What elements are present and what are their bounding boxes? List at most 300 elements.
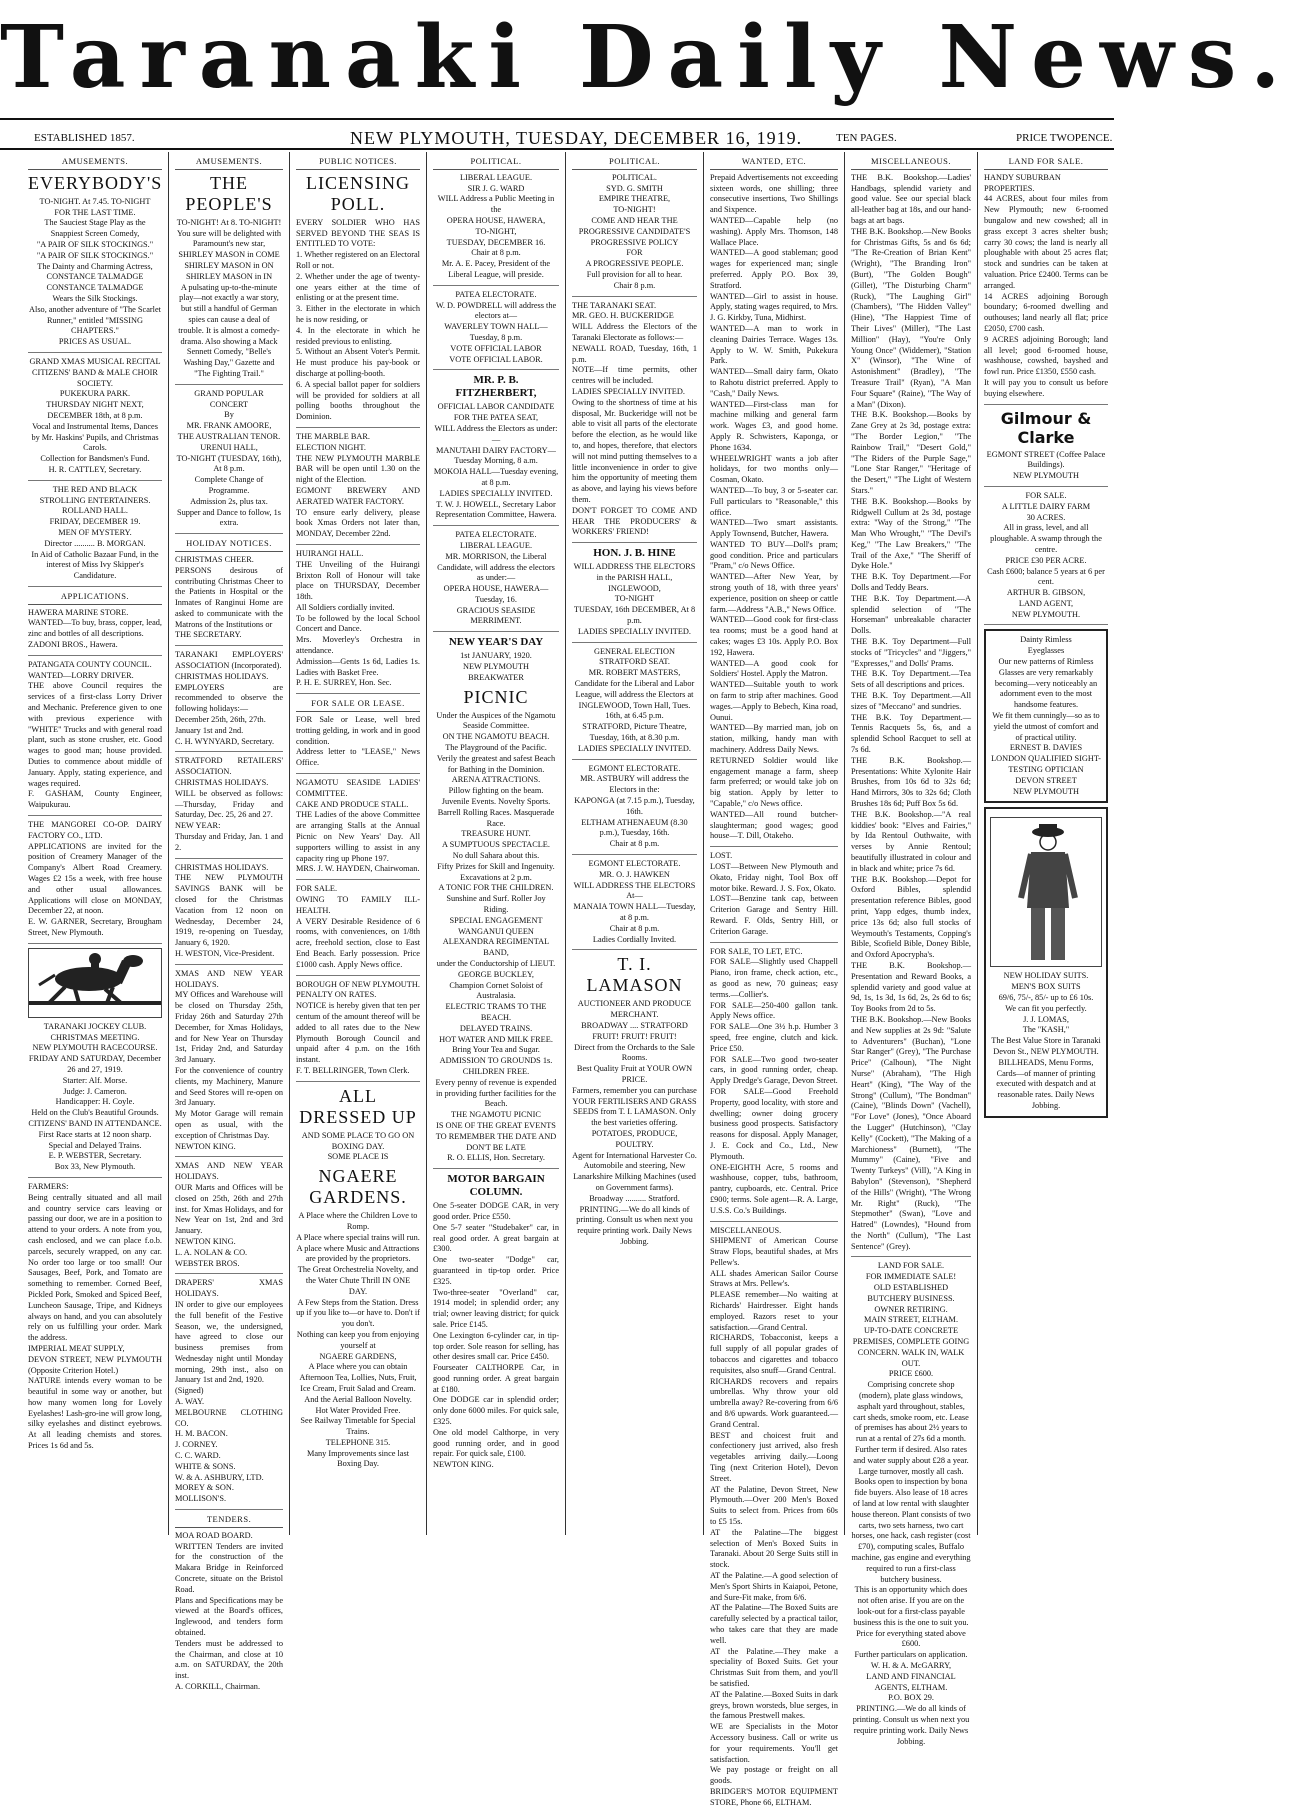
text-line: LADIES SPECIALLY INVITED. xyxy=(572,386,685,396)
text-line: H. M. BACON. xyxy=(175,1429,228,1439)
text-line: Two-three-seater "Overland" car, 1914 model; in splendid order; any trial; owner leaving district; for quick sale. Price £145. xyxy=(433,1287,559,1329)
text-line: MR. FRANK AMOORE, xyxy=(186,421,272,431)
text-line: P.O. BOX 29. xyxy=(888,1693,934,1703)
text-line: DEVON STREET xyxy=(1015,775,1077,785)
ad-lines xyxy=(175,1531,283,1693)
ad-concert xyxy=(175,389,283,534)
text-line: Many Improvements since last Boxing Day. xyxy=(306,1448,410,1469)
text-line: 69/6, 75/-, 85/- up to £6 10s. xyxy=(998,993,1094,1003)
text-line: TELEPHONE 315. xyxy=(325,1437,391,1447)
ad-lines xyxy=(28,820,162,939)
text-line: CHRISTMAS MEETING. xyxy=(50,1032,140,1042)
text-line: One Lexington 6-cylinder car, in tip-top order. Sole reason for selling, has other desires small car. Price £450. xyxy=(433,1330,559,1362)
ad-lines xyxy=(433,402,559,521)
place-date: NEW PLYMOUTH, TUESDAY, DECEMBER 16, 1919. xyxy=(350,128,803,148)
man-in-suit-illustration xyxy=(990,817,1102,967)
text-line: You sure will be delighted with Paramount's new star, xyxy=(176,228,281,249)
text-line: EGMONT BREWERY AND AERATED WATER FACTORY. xyxy=(296,485,420,506)
text-line: FOR THE LAST TIME. xyxy=(54,207,136,217)
text-line: CHILDREN FREE. xyxy=(462,1066,530,1076)
text-line: FOR SALE. xyxy=(296,884,338,894)
text-line: Further particulars on application. xyxy=(854,1650,968,1660)
text-line: AT the Palatine.—They make a speciality of Boxed Suits. Get your Christmas Suit from them, and you'll be satisfied. xyxy=(710,1646,838,1688)
text-line: Devon St., NEW PLYMOUTH. xyxy=(993,1047,1099,1057)
text-line: FRUIT! FRUIT! FRUIT! xyxy=(592,1031,677,1041)
text-line: NOTE—If time permits, other centres will be included. xyxy=(572,365,697,386)
text-line: 5. Without an Absent Voter's Permit. He must produce his pay-book or discharge at polling-booth. xyxy=(296,347,420,378)
ad-lines xyxy=(28,608,162,651)
ad-lines xyxy=(984,491,1108,621)
text-line: AT the Palatine, Devon Street, New Plymouth.—Over 200 Men's Boxed Suits to select from. Prices from 60s to £5 15s. xyxy=(710,1484,838,1527)
text-line: THE RED AND BLACK xyxy=(52,484,138,494)
text-line: NEW PLYMOUTH xyxy=(1012,786,1080,796)
text-line: Chair at 8 p.m. xyxy=(471,248,521,258)
section-heading: PUBLIC NOTICES. xyxy=(296,156,420,170)
text-line: For the convenience of country clients, my Machinery, Manure and Seed Stores will re-open on 3rd January. xyxy=(175,1065,283,1108)
text-line: Mr. A. E. Pacey, President of the Liberal League, will preside. xyxy=(441,259,551,279)
text-line: NEWTON KING. xyxy=(433,1460,494,1470)
section-heading: LAND FOR SALE. xyxy=(984,156,1108,170)
column-6 xyxy=(703,152,844,1807)
text-line: Every penny of revenue is expended in providing further facilities for the Beach. xyxy=(435,1077,557,1109)
text-line: NOTICE is hereby given that ten per centum of the amount thereof will be added to all rates due to the New Plymouth Borough Council and unpaid after 4 p.m. on the 16th instant. xyxy=(296,1001,420,1065)
text-line: THE B.K. Bookshop.—Ladies' Handbags, splendid variety and good value. See our special black all-leather bag at 18s, and our hand-bags at art bags. xyxy=(851,172,971,225)
text-line: THE MARBLE BAR. xyxy=(296,431,370,441)
text-line: MR. MORRISON, the Liberal Candidate, will address the electors as under:— xyxy=(437,551,555,583)
text-line: THE NEW PLYMOUTH SAVINGS BANK will be closed for the Christmas Vacation from 12 noon on Wednesday, December 24, 1919, re-opening on Tuesday, January 6, 1920. xyxy=(175,873,283,948)
text-line: EVERY SOLDIER WHO HAS SERVED BEYOND THE SEAS IS ENTITLED TO VOTE: xyxy=(296,217,420,249)
text-line: DRAPERS' XMAS HOLIDAYS. xyxy=(175,1278,283,1299)
text-line: A TONIC FOR THE CHILDREN. xyxy=(438,883,554,893)
text-line: MOREY & SON. xyxy=(175,1483,234,1493)
text-line: NEW YEAR: xyxy=(175,821,221,831)
ad-lines xyxy=(710,1226,838,1809)
text-line: Wears the Silk Stockings. xyxy=(52,293,138,303)
text-line: TARANAKI JOCKEY CLUB. xyxy=(43,1021,147,1031)
ad-lines xyxy=(175,555,283,641)
text-line: TO-NIGHT. At 7.45. TO-NIGHT xyxy=(39,196,151,206)
text-line: To be followed by the local School Concert and Dance. xyxy=(296,613,420,634)
ad-drapers xyxy=(175,1278,283,1510)
text-line: MOLLISON'S. xyxy=(175,1494,227,1504)
text-line: PROGRESSIVE CANDIDATE'S PROGRESSIVE POLICY xyxy=(578,226,691,247)
text-line: PRICE £600. xyxy=(888,1369,934,1379)
ad-lines xyxy=(175,1161,283,1269)
section-heading: FOR SALE OR LEASE. xyxy=(296,698,420,712)
text-line: MRS. J. W. HAYDEN, Chairwoman. xyxy=(296,864,420,874)
text-line: Tenders must be addressed to the Chairman, and close at 10 a.m. on SATURDAY, the 20th inst. xyxy=(175,1638,283,1681)
text-line: NEW PLYMOUTH xyxy=(462,662,530,672)
text-line: URENUI HALL, xyxy=(200,442,258,452)
text-line: One 5-7 seater "Studebaker" car, in real good order. A great bargain at £300. xyxy=(433,1222,559,1254)
text-line: By xyxy=(224,410,234,420)
text-line: MY Offices and Warehouse will be closed on Thursday 25th, Friday 26th and Saturday 27th December, for Xmas Holidays, and for New Year on Thursday 1st, Friday 2nd, and Saturday 3rd January. xyxy=(175,990,283,1065)
text-line: The Sauciest Stage Play as the Snappiest Screen Comedy, xyxy=(44,218,146,239)
text-line: Direct from the Orchards to the Sale Rooms. xyxy=(574,1042,695,1063)
text-line: MAIN STREET, ELTHAM. xyxy=(863,1315,959,1325)
text-line: Barrell Rolling Races. Masquerade Race. xyxy=(437,807,555,828)
text-line: UP-TO-DATE CONCRETE PREMISES, COMPLETE GOING CONCERN. WALK IN, WALK OUT. xyxy=(852,1326,970,1368)
ad-lines xyxy=(175,969,283,1153)
ad-savings-bank xyxy=(175,863,283,965)
text-line: ARENA ATTRACTIONS. xyxy=(451,775,541,785)
text-line: LAND AGENT, xyxy=(1018,598,1074,608)
text-line: WANTED—First-class man for machine milking and general farm work. Wages £3, and good home. Apply R. Schwisters, Kaponga, or Phone 1634. xyxy=(710,399,838,452)
text-line: THE B.K. Toy Department.—Tennis Racquets 5s, 6s, and a splendid School Racquet to sell at 7s 6d. xyxy=(851,712,971,755)
text-line: "A PAIR OF SILK STOCKINGS." xyxy=(36,250,154,260)
ad-marble-bar xyxy=(296,432,420,545)
text-line: The "KASH," xyxy=(1022,1025,1070,1035)
ad-lines xyxy=(296,432,420,540)
text-line: OUR Marts and Offices will be closed on 25th, 26th and 27th inst. for Xmas Holidays, and for New Year on 1st, 2nd and 3rd January. xyxy=(175,1182,283,1236)
ad-butchery xyxy=(851,1261,971,1751)
ad-picnic xyxy=(433,636,559,1169)
text-line: 1. Whether registered on an Electoral Roll or not. xyxy=(296,250,420,270)
text-line: 44 ACRES, about four miles from New Plymouth; new 6-roomed bungalow and new cowshed; all in grass except 3 acres shelter bush; carry 30 cows; the land is nearly all ploughable with about 25 acres flat; stock and sundries can be taken at valuation. Price £2400. Terms can be arranged. xyxy=(984,194,1108,290)
text-line: E. P. WEBSTER, Secretary. xyxy=(48,1151,142,1161)
ad-mangorei xyxy=(28,820,162,944)
text-line: FOR SALE. xyxy=(1025,490,1067,500)
text-line: XMAS AND NEW YEAR HOLIDAYS. xyxy=(175,968,283,989)
text-line: WANTED—After New Year, by strong youth of 18, with three years' experience, position on sheep or cattle farm.—Address "A.B.," News Office. xyxy=(710,572,838,614)
text-line: Under the Auspices of the Ngamotu Seaside Committee. xyxy=(436,710,556,731)
text-line: We fit them cunningly—so as to yield the utmost of comfort and of practical utility. xyxy=(992,711,1100,742)
text-line: FARMERS: xyxy=(28,1181,69,1191)
text-line: TUESDAY, 16th DECEMBER, At 8 p.m. xyxy=(573,605,696,626)
text-line: Box 33, New Plymouth. xyxy=(54,1162,136,1172)
text-line: Full provision for all to hear. xyxy=(586,269,683,279)
text-line: Verily the greatest and safest Beach for Bathing in the Dominion. xyxy=(436,753,556,774)
established-text: ESTABLISHED 1857. xyxy=(34,132,135,144)
text-line: £600. xyxy=(901,1639,921,1649)
ad-lines xyxy=(433,173,559,281)
text-line: GRAND XMAS MUSICAL RECITAL xyxy=(29,356,161,366)
text-line: NEW HOLIDAY SUITS. xyxy=(1003,971,1089,981)
text-line: WILL Address the Electors as under:— xyxy=(434,423,558,444)
text-line: LIBERAL LEAGUE. xyxy=(459,172,533,182)
ad-title: EVERYBODY'S xyxy=(28,172,163,193)
text-line: LOST. xyxy=(710,851,733,861)
ad-gilmour-clarke xyxy=(984,409,1108,487)
text-line: OFFICIAL LABOR CANDIDATE FOR THE PATEA SEAT, xyxy=(437,402,555,423)
text-line: WANTED—Two smart assistants. Apply Townsend, Butcher, Hawera. xyxy=(710,518,838,539)
text-line: THE SECRETARY. xyxy=(175,630,242,640)
ad-title: Gilmour & Clarke xyxy=(1000,408,1092,447)
text-line: PLEASE remember—No waiting at Richards' Hairdresser. Eight hands employed. Razors reset to your satisfaction.—Grand Central. xyxy=(710,1290,838,1332)
ad-lines xyxy=(433,530,559,627)
text-line: WILL be observed as follows:—Thursday, Friday and Saturday, Dec. 25, 26 and 27. xyxy=(175,788,283,820)
text-line: WANTED—To buy, brass, copper, lead, zinc and bottles of all descriptions. xyxy=(28,618,162,639)
text-line: A LITTLE DAIRY FARM xyxy=(1001,501,1091,511)
text-line: Nothing can keep you from enjoying yourself at xyxy=(296,1329,420,1350)
text-line: SHIRLEY MASON in IN xyxy=(185,271,273,281)
text-line: IMPERIAL MEAT SUPPLY, xyxy=(28,1343,125,1353)
text-line: BOROUGH OF NEW PLYMOUTH. xyxy=(296,979,420,989)
ad-lines xyxy=(851,173,971,1253)
text-line: AND SOME PLACE TO GO ON BOXING DAY. xyxy=(301,1130,415,1151)
columns xyxy=(0,152,1114,1807)
ad-bookshop xyxy=(851,173,971,1258)
text-line: H. R. CATTLEY, Secretary. xyxy=(48,464,142,474)
ad-lines xyxy=(296,778,420,875)
text-line: IN order to give our employees the full benefit of the Festive Season, we, the undersigned, have agreed to close our business premises from Wednesday night until Monday morning, 29th inst., also on January 1st and 2nd, 1920. xyxy=(175,1299,283,1385)
ad-lines xyxy=(572,562,697,638)
text-line: LAND FOR SALE. xyxy=(877,1261,945,1271)
text-line: A SUMPTUOUS SPECTACLE. xyxy=(442,840,550,850)
ad-huirangi xyxy=(296,549,420,694)
text-line: RICHARDS, Tobacconist, keeps a full supply of all popular grades of tobaccos and cigarettes and tobacco requisites, also snuff—Grand Central. xyxy=(710,1333,838,1375)
text-line: Director .......... B. MORGAN. xyxy=(44,538,146,548)
text-line: ARTHUR B. GIBSON, xyxy=(1006,588,1086,598)
text-line: THE B.K. Toy Department.—A splendid selection of "The Horseman" unbreakable character Dolls. xyxy=(851,593,971,636)
text-line: WEBSTER BROS. xyxy=(175,1258,240,1268)
text-line: THE NEW PLYMOUTH MARBLE BAR will be open until 1.30 on the night of the Election. xyxy=(296,453,420,485)
text-line: TO-NIGHT! xyxy=(613,205,656,215)
text-line: PUKEKURA PARK. xyxy=(59,389,131,399)
ad-patea xyxy=(433,290,559,371)
text-line: CITIZENS' BAND & MALE CHOIR SOCIETY. xyxy=(32,367,158,388)
text-line: Champion Cornet Soloist of Australasia. xyxy=(449,980,543,1001)
text-line: THE AUSTRALIAN TENOR. xyxy=(177,431,281,441)
text-line: Cash £600; balance 5 years at 6 per cent. xyxy=(987,566,1105,587)
ad-lines xyxy=(572,301,697,539)
text-line: PRICES AS USUAL. xyxy=(58,337,132,347)
ad-stratford-retailers xyxy=(175,756,283,858)
text-line: NEW PLYMOUTH RACECOURSE. xyxy=(32,1043,158,1053)
text-line: CAKE AND PRODUCE STALL. xyxy=(296,799,409,809)
text-line: LONDON QUALIFIED SIGHT-TESTING OPTICIAN xyxy=(991,754,1101,775)
text-line: Owing to the shortness of time at his disposal, Mr. Buckeridge will not be able to visit all parts of the electorate before the election, as he would like to, and hopes, therefore, that electors will not mind putting themselves to a little inconvenience in order to give him the opportunity of meeting them as above, and laying his views before them. xyxy=(572,397,697,504)
text-line: LADIES SPECIALLY INVITED. xyxy=(439,488,553,498)
text-line: EGMONT STREET (Coffee Palace Buildings). xyxy=(986,449,1106,470)
text-line: FRIDAY, DECEMBER 19. xyxy=(49,517,141,527)
ad-lines xyxy=(175,863,283,960)
text-line: H. WESTON, Vice-President. xyxy=(175,949,275,958)
text-line: Our new patterns of Rimless Glasses are very remarkably becoming—very noticeably an adornment even to the most handsome features. xyxy=(994,657,1098,710)
text-line: Admission—Gents 1s 6d, Ladies 1s. Ladies with Basket Free. xyxy=(296,656,420,677)
text-line: T. W. J. HOWELL, Secretary Labor Representation Committee, Hawera. xyxy=(435,499,557,520)
text-line: WANTED—Suitable youth to work on farm to strip after machines. Good wages.—Apply to Bebech, Kina road, Ounui. xyxy=(710,680,838,722)
text-line: WE are Specialists in the Motor Accessory business. Call or write us for your requirements. You'll get satisfaction. xyxy=(710,1722,838,1764)
ad-title: LICENSING POLL. xyxy=(306,172,410,214)
ad-holiday-suits xyxy=(984,807,1108,1117)
ad-farmers xyxy=(28,1182,162,1456)
text-line: Eyeglasses xyxy=(1027,646,1065,656)
text-line: 4. In the electorate in which he resided previous to enlisting. xyxy=(296,325,420,346)
text-line: Candidate for the Liberal and Labor League, will address the Electors at xyxy=(574,679,695,699)
text-line: 1st JANUARY, 1920. xyxy=(460,651,532,661)
ad-title: T. I. LAMASON xyxy=(586,954,683,996)
text-line: A Few Steps from the Station. Dress up if you like to—or have to. Don't if you don't. xyxy=(296,1297,420,1329)
text-line: DELAYED TRAINS. xyxy=(459,1023,533,1033)
text-line: OLD ESTABLISHED BUTCHERY BUSINESS. xyxy=(867,1283,955,1303)
text-line: A. CORKILL, Chairman. xyxy=(175,1682,261,1691)
ad-peoples xyxy=(175,173,283,385)
text-line: FOR SALE, TO LET, ETC. xyxy=(710,946,803,956)
text-line: 3. Either in the electorate in which he is now residing, or xyxy=(296,304,420,324)
ad-lines xyxy=(28,1022,162,1173)
text-line: Sunshine and Surf. Roller Joy Riding. xyxy=(446,894,546,915)
text-line: THE B.K. Bookshop.—New Books and New supplies at 2s 9d: "Salute to Adventurers" (Buchan), "Lone Star Ranger" (Grey), "The Purchase Price" (Calhoun), "The Night Nurse" (Abraham), "The High Heart" (King), "The Way of the Strong" (Cullum), "The Bondman" (Caine), "Blinds Down" (Vachell), "For Love" (Jones), "Once Aboard the Lugger" (Hutchinson), "Clay Kelly" (Cockett), "The Making of a Marchioness" (Burnett), "The Mummy" (Caine), "Five and Twenty Turkeys" (Vill), "A King in Babylon" (Stevenson), "Shepherd of the Hills" (Wright), "The Wrong Mr. Right" (Ruck), "The Stepmother" (Swan), "Love and Hatred" (Lowndes), "Hound from the North" (Cullum), "The Last Sentence" (Grey). xyxy=(851,1014,971,1251)
text-line: P. H. E. SURREY, Hon. Sec. xyxy=(296,678,392,688)
text-line: NEWTON KING. xyxy=(175,1236,236,1246)
text-line: AT the Palatine—The biggest selection of Men's Boxed Suits in Taranaki. About 20 Serge Suits still in stock. xyxy=(710,1527,838,1570)
text-line: A pulsating up-to-the-minute play—not exactly a war story, but still a handful of German spies can cause a deal of trouble. It is almost a comedy-drama. Also showing a Mack Sennett Comedy, "Belle's Washing Day," Gazette and "The Fighting Trail." xyxy=(178,282,280,378)
text-line: This is an opportunity which does not often arise. If you are on the look-out for a first-class payable business this is the one to suit you. xyxy=(853,1585,969,1627)
ad-egmont-astbury xyxy=(572,764,697,855)
ad-residence xyxy=(296,884,420,975)
ad-eyeglasses xyxy=(984,629,1108,803)
ad-title: NGAERE GARDENS. xyxy=(309,1166,407,1208)
ad-xmas-newyear xyxy=(175,969,283,1158)
text-line: Judge: J. Cameron. xyxy=(63,1086,127,1096)
text-line: SHIRLEY MASON in COME xyxy=(178,250,280,260)
column-8 xyxy=(977,152,1114,1535)
text-line: EGMONT ELECTORATE. xyxy=(588,859,681,869)
text-line: MR. ASTBURY will address the Electors in the: xyxy=(580,774,689,795)
text-line: THE MANGOREI CO-OP. DAIRY FACTORY CO., LTD. xyxy=(28,820,162,840)
ad-lines xyxy=(572,173,697,292)
ad-lines xyxy=(710,947,838,1217)
ad-title: HON. J. B. HINE xyxy=(593,547,676,560)
ad-employers xyxy=(175,650,283,752)
text-line: CHRISTMAS CHEER. xyxy=(175,554,254,564)
text-line: STRATFORD SEAT. xyxy=(599,657,670,667)
section-heading: APPLICATIONS. xyxy=(28,591,162,605)
text-line: R. O. ELLIS, Hon. Secretary. xyxy=(447,1153,545,1163)
ad-lines xyxy=(175,756,283,853)
text-line: The Great Orchestrelia Novelty, and the Water Chute Thrill IN ONE DAY. xyxy=(297,1265,419,1296)
text-line: A. WAY. xyxy=(175,1397,205,1407)
text-line: THE B.K. Bookshop.—Presentations: White Xylonite Hair Brushes, from 10s 6d to 32s 6d; Hand Mirrors, 30s to 32s 6d; Cloth Brushes 18s 6d; Puff Box 5s 6d. xyxy=(851,755,971,809)
text-line: 9 ACRES adjoining Borough; land all level; good 6-roomed house, washhouse, cowshed, bayshed and fowl run. Price £1350, £550 cash. xyxy=(984,334,1108,377)
text-line: Vocal and Instrumental Items, Dances by Mr. Haskins' Pupils, and Christmas Carols. xyxy=(31,421,159,453)
text-line: THE above Council requires the services of a first-class Lorry Driver and Mechanic. Preference given to one with previous experience with "WHITE" Trucks and with general road plant, such as stone crusher, etc. Good wages to good man; house provided. Duties to commence about middle of January. Apply, stating experience, and wages required. xyxy=(28,681,162,788)
ad-motor-bargain xyxy=(433,1173,559,1475)
text-line: Bring Your Tea and Sugar. xyxy=(452,1045,540,1055)
text-line: LOST—Benzine tank cap, between Criterion Garage and Sentry Hill. Reward. F. Olds, Sentry Hill, or Criterion Garage. xyxy=(710,894,838,936)
text-line: WAVERLEY TOWN HALL—Tuesday, 8 p.m. xyxy=(444,322,548,342)
text-line: FRIDAY AND SATURDAY, December 26 and 27, 1919. xyxy=(28,1054,162,1074)
text-line: Being centrally situated and all mail and country service cars leaving or passing our door, we are in a position to attend to your orders. A note from you, cash enclosed, and we can place f.o.b. parcels, securely wrapped, on any car. No order too large or too small! Our Sausages, Beef, Pork, and Tomato are something to remember. Corned Beef, Pickled Pork, Smoked and Spiced Beef, Luncheon Sausage, Tripe, and Kidneys always on hand, and you can absolutely rely on us fulfilling your order. Mark the address. xyxy=(28,1192,162,1343)
text-line: OPERA HOUSE, HAWERA—Tuesday, 16. xyxy=(443,584,549,604)
text-line: W. & A. ASHBURY, LTD. xyxy=(175,1472,264,1482)
text-line: WANTED—All round butcher-slaughterman; good wages; good house—T. Dill, Otakeho. xyxy=(710,809,838,841)
text-line: WANTED—To buy, 3 or 5-seater car. Full particulars to "Reasonable," this office. xyxy=(710,485,838,517)
text-line: ON THE NGAMOTU BEACH. xyxy=(442,732,550,742)
text-line: LADIES SPECIALLY INVITED. xyxy=(578,626,691,636)
text-line: HANDY SUBURBAN xyxy=(984,172,1061,182)
ad-christmas-cheer xyxy=(175,555,283,646)
text-line: COME AND HEAR THE xyxy=(591,215,678,225)
text-line: THE B.K. Bookshop.—"A real kiddies' book: "Elves and Fairies," by Ida Rentoul Outhwaite, with verses by Annie Rentoul; beautifully illustrated in colour and in black and white; price 7s 6d. xyxy=(851,809,971,873)
ad-lines xyxy=(433,711,559,1164)
text-line: TO-NIGHT (TUESDAY, 16th), At 8 p.m. xyxy=(176,453,282,474)
text-line: PRINTING.—We do all kinds of printing. Consult us when next you require printing work. Daily News Jobbing. xyxy=(852,1704,970,1746)
text-line: DEVON STREET, NEW PLYMOUTH (Opposite Criterion Hotel.) xyxy=(28,1354,162,1375)
text-line: THE NGAMOTU PICNIC xyxy=(451,1110,541,1120)
text-line: LIBERAL LEAGUE. xyxy=(459,540,533,550)
text-line: Fifty Prizes for Skill and Ingenuity. xyxy=(437,861,555,871)
text-line: WILL Address a Public Meeting in the xyxy=(437,194,555,215)
text-line: THE TARANAKI SEAT. xyxy=(572,300,657,310)
price-text: PRICE TWOPENCE. xyxy=(1016,132,1113,144)
text-line: W. H. & A. McGARRY, xyxy=(870,1660,952,1670)
ad-syd-smith xyxy=(572,173,697,297)
ad-licensing-poll xyxy=(296,173,420,428)
section-heading: TENDERS. xyxy=(175,1514,283,1528)
text-line: January 1st and 2nd. xyxy=(175,725,244,735)
column-5 xyxy=(565,152,703,1535)
text-line: NGAMOTU SEASIDE LADIES' COMMITTEE. xyxy=(296,778,420,798)
text-line: First Race starts at 12 noon sharp. Special and Delayed Trains. xyxy=(38,1129,152,1150)
text-line: WANTED—Capable help (no washing). Apply Mrs. Thomson, 148 Wallace Place. xyxy=(710,215,838,247)
text-line: RETURNED Soldier would like engagement manage a farm, sheep farm preferred; or would take job on big station. Apply by letter to "Capable," c/o News office. xyxy=(710,755,838,809)
ad-ngamotu-ladies xyxy=(296,778,420,880)
text-line: THE B.K. Toy Department—Full stocks of "Tricycles" and "Jiggers," "Expresses," and Dolls' Prams. xyxy=(851,637,971,668)
text-line: NGAERE GARDENS, xyxy=(319,1351,397,1361)
text-line: WANGANUI QUEEN ALEXANDRA REGIMENTAL BAND, xyxy=(442,926,550,958)
ad-marts xyxy=(175,1161,283,1274)
text-line: BROADWAY .... STRATFORD xyxy=(581,1020,688,1030)
text-line: FOR Sale or Lease, well bred trotting gelding, in work and in good condition. xyxy=(296,715,420,746)
text-line: TREASURE HUNT. xyxy=(461,829,531,839)
text-line: GRACIOUS SEASIDE MERRIMENT. xyxy=(456,605,536,626)
text-line: C. C. WARD. xyxy=(175,1451,221,1461)
ad-lines xyxy=(433,651,559,683)
ad-tender xyxy=(175,1531,283,1697)
ad-liberal-league xyxy=(433,173,559,286)
text-line: Hot Water Provided Free. xyxy=(315,1405,401,1415)
text-line: FOR SALE—Good Freehold Property, good locality, with store and dwelling; owner doing grocery business good prospects. Satisfactory reasons for disposal. Apply Manager, J. E. Cock and Co., Ltd., New Plymouth. xyxy=(710,1086,838,1161)
text-line: PRINTING.—We do all kinds of printing. Consult us when next you require printing work. Daily News Jobbing. xyxy=(576,1204,693,1246)
text-line: Handicapper: H. Coyle. xyxy=(55,1097,135,1107)
text-line: Broadway .......... Stratford. xyxy=(589,1193,680,1203)
ad-lines xyxy=(296,884,420,970)
text-line: THE B.K. Bookshop.—Books by Zane Grey at 2s 3d, postage extra: "The Border Legion," "The Rainbow Trail," "Desert Gold," "The Riders of the Purple Sage," "Lone Star Ranger," "Heritage of the Desert," "The Light of Western Stars." xyxy=(851,410,971,495)
text-line: A PROGRESSIVE PEOPLE. xyxy=(585,259,684,269)
text-line: Agent for International Harvester Co. Automobile and steering, New Lanarkshire Milking Machines (used on Government farms). xyxy=(572,1150,697,1192)
text-line: ELECTION NIGHT. xyxy=(296,442,366,452)
ad-lines xyxy=(296,549,420,689)
text-line: WANTED—Girl to assist in house. Apply, stating wages required, to Mrs. J. G. Kirkby, Tuna, Midhirst. xyxy=(710,291,838,323)
text-line: ELECTRIC TRAMS TO THE BEACH. xyxy=(445,1002,547,1022)
text-line: One DODGE car in splendid order; only done 6000 miles. For quick sale, £325. xyxy=(433,1395,559,1427)
text-line: FOR SALE—Two good two-seater cars, in good running order, cheap. Apply Dredge's Garage, Devon Street. xyxy=(710,1054,838,1086)
column-4 xyxy=(426,152,565,1535)
text-line: BREAKWATER xyxy=(468,672,524,682)
text-line: ADMISSION TO GROUNDS 1s. xyxy=(439,1056,553,1066)
column-2 xyxy=(168,152,289,1691)
text-line: VOTE OFFICIAL LABOR. xyxy=(449,354,543,364)
text-line: SOME PLACE IS xyxy=(327,1152,389,1162)
text-line: MOA ROAD BOARD. xyxy=(175,1530,253,1540)
ad-jockey-club xyxy=(28,1022,162,1178)
text-line: WANTED TO BUY—Doll's pram; good condition. Price and particulars "Pram," c/o News Office. xyxy=(710,539,838,571)
text-line: Also, another adventure of "The Scarlet Runner," entitled "MISSING CHAPTERS." xyxy=(29,304,161,336)
text-line: NEWTON KING. xyxy=(175,1141,236,1151)
text-line: MISCELLANEOUS. xyxy=(710,1225,782,1235)
ad-lines xyxy=(433,290,559,366)
ad-strolling xyxy=(28,485,162,587)
text-line: Address letter to "LEASE," News Office. xyxy=(296,747,420,768)
text-line: LOST—Between New Plymouth and Okato, Friday night, Tool Box off motor bike. Reward. J. S. Fox, Okato. xyxy=(710,862,838,893)
text-line: THE Ladies of the above Committee are arranging Stalls at the Annual Picnic on New Years' Day. All supporters willing to assist in any capacity ring up Phone 197. xyxy=(296,810,420,863)
ad-ngaere xyxy=(296,1086,420,1475)
text-line: FOR SALE—One 3½ h.p. Humber 3 speed, free engine, clutch and kick. Price £50. xyxy=(710,1022,838,1053)
text-line: FOR SALE—Slightly used Chappell Piano, iron frame, check action, etc., as good as new, 70 guineas; easy terms.—Collier's. xyxy=(710,957,838,999)
text-line: ELTHAM ATHENAEUM (8.30 p.m.), Tuesday, 16th. xyxy=(581,817,688,838)
